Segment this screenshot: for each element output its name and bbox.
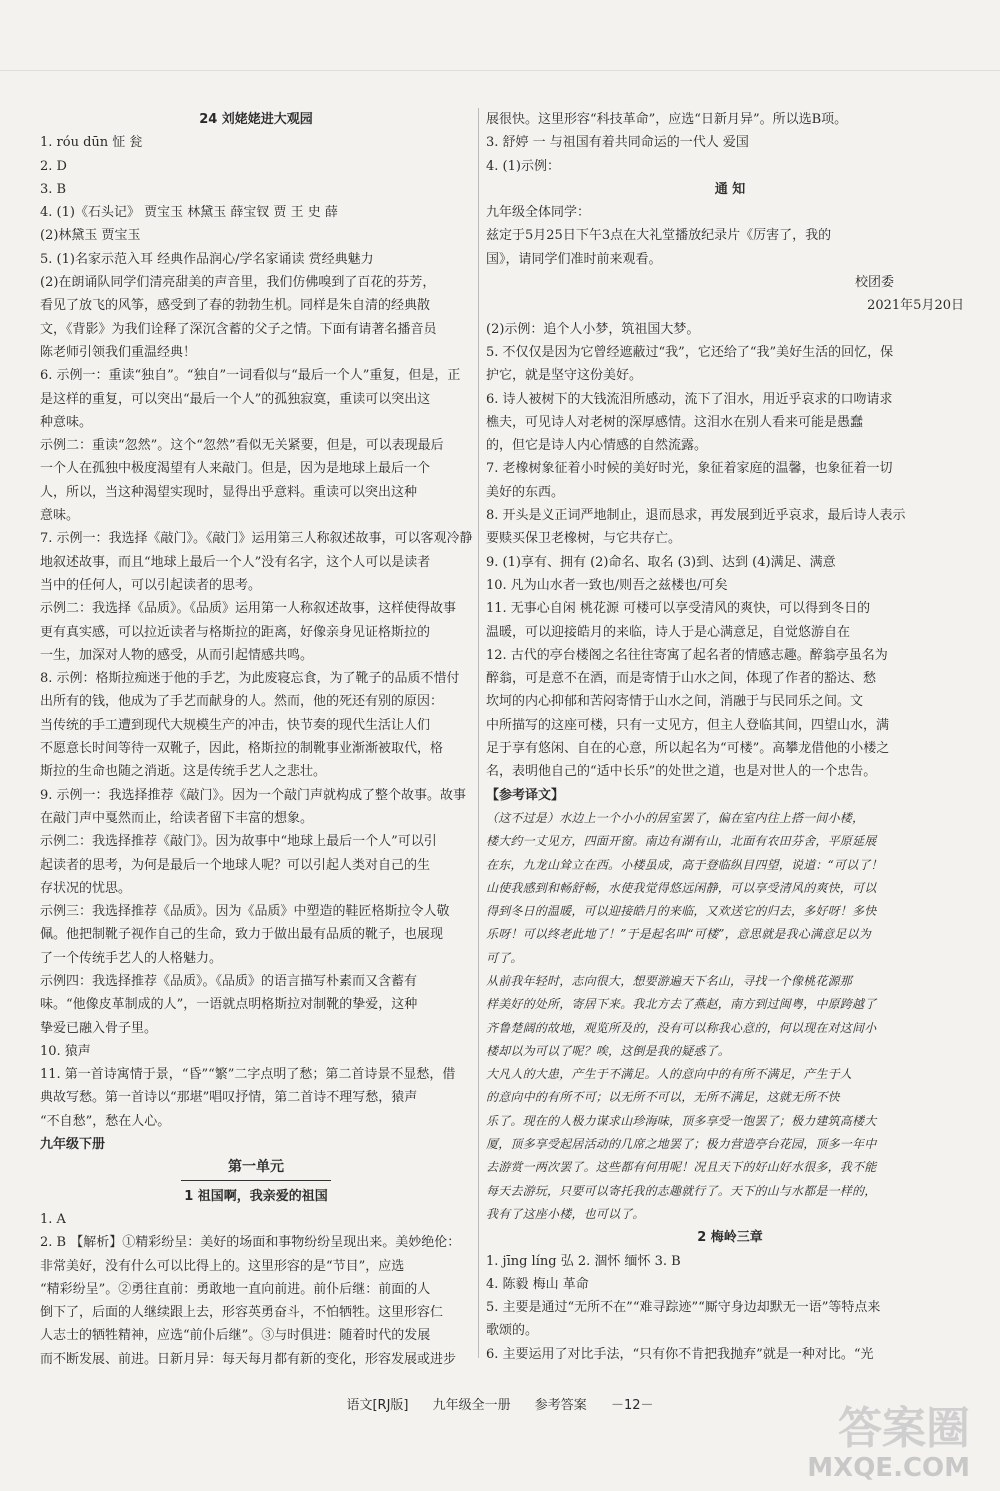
answer-line: 展很快。这里形容“科技革命”，应选“日新月异”。所以选B项。: [486, 112, 848, 127]
watermark-text: 答案圈: [838, 1403, 970, 1454]
answer-line: 1. A: [40, 1211, 66, 1227]
translation-line: 可了。: [486, 950, 523, 965]
unit-title: 第一单元: [228, 1159, 284, 1176]
translation-line: 从前我年轻时，志向很大，想要游遍天下名山，寻找一个像桃花源那: [486, 973, 853, 988]
answer-line: “不自愁”，愁在人心。: [40, 1113, 171, 1129]
section-title: 24 刘姥姥进大观园: [199, 112, 313, 127]
answer-line: 是这样的重复，可以突出“最后一个人”的孤独寂寞，重读可以突出这: [40, 391, 431, 407]
answer-line: 1. róu dūn 怔 瓮: [40, 135, 143, 151]
notice-line: 国》，请同学们准时前来观看。: [486, 251, 662, 267]
answer-line: 歌颂的。: [486, 1323, 539, 1339]
answer-line: 9. (1)享有、拥有 (2)命名、取名 (3)到、达到 (4)满足、满意: [486, 554, 836, 570]
answer-line: 10. 凡为山水者一致也/则吾之兹楼也/可矣: [486, 577, 728, 593]
answer-line: 存状况的忧思。: [40, 880, 132, 896]
translation-line: 楼大约一丈见方，四面开窗。南边有湖有山，北面有农田芬舍，平原延展: [486, 834, 877, 849]
left-answers: [40, 131, 472, 1133]
answer-line: 8. 示例：格斯拉痴迷于他的手艺，为此废寝忘食，为了靴子的品质不惜付: [40, 671, 460, 687]
answer-line: 3. B: [40, 181, 67, 197]
lesson-title: 1 祖国啊，我亲爱的祖国: [184, 1188, 328, 1204]
answer-line: 5. (1)名家示范入耳 经典作品润心/学名家诵读 赏经典魅力: [40, 251, 374, 267]
answer-line: 文，《背影》为我们诠释了深沉含蓄的父子之情。下面有请著名播音员: [40, 321, 437, 337]
answer-line: 11. 无事心自闲 桃花源 可楼可以享受清风的爽快，可以得到冬日的: [486, 601, 871, 617]
answer-line: 佩。他把制靴子视作自己的生命，致力于做出最有品质的靴子，也展现: [40, 927, 444, 943]
translation-line: 大凡人的大患，产生于不满足。人的意向中的有所不满足，产生于人: [486, 1067, 853, 1082]
answer-line: 示例四：我选择推荐《品质》。《品质》的语言描写朴素而又含蓄有: [40, 973, 418, 989]
answer-line: 5. 不仅仅是因为它曾经遮蔽过“我”，它还给了“我”美好生活的回忆，保: [486, 344, 894, 360]
answer-line: 9. 示例一：我选择推荐《敲门》。因为一个敲门声就构成了整个故事。故事: [40, 787, 467, 803]
translation-line: 乐了。现在的人极力谋求山珍海味，顶多享受一饱罢了；极力建筑高楼大: [486, 1113, 877, 1128]
translation-line: 齐鲁楚阔的故地，观览所及的，没有可以称我心意的，何以现在对这间小: [486, 1020, 877, 1035]
answer-line: 4. (1)《石头记》 贾宝玉 林黛玉 薛宝钗 贾 王 史 薛: [40, 205, 338, 221]
translation-line: 每天去游玩，只要可以寄托我的志趣就行了。天下的山与水都是一样的，: [486, 1183, 877, 1198]
answer-line: 醉翁，可是意不在酒，而是寄情于山水之间，体现了作者的豁达、愁: [486, 671, 877, 687]
translation-line: 在东，九龙山耸立在西。小楼虽成，高于登临纵目四望，说道：“可以了！: [486, 857, 883, 872]
answer-line: 不愿意长时间等待一双靴子，因此，格斯拉的制靴事业渐渐被取代，格: [40, 741, 444, 757]
notice-line: 九年级全体同学：: [486, 205, 591, 221]
answer-line: 倒下了，后面的人继续跟上去，形容英勇奋斗，不怕牺牲。这里形容仁: [40, 1305, 444, 1321]
notice-line: 兹定于5月25日下午3点在大礼堂播放纪录片《厉害了，我的: [486, 228, 832, 244]
answer-line: 8. 开头是义正词严地制止，退而恳求，再发展到近乎哀求，最后诗人表示: [486, 508, 906, 524]
answer-line: 11. 第一首诗寓情于景，“昏”“繁”二字点明了愁；第二首诗景不显愁，借: [40, 1067, 456, 1083]
answer-line: 的，但它是诗人内心情感的自然流露。: [486, 438, 708, 454]
answer-line: 2. D: [40, 158, 67, 174]
page-number: －12－: [610, 1398, 654, 1413]
answer-line: 10. 猿声: [40, 1043, 91, 1059]
column-divider: [478, 108, 479, 1358]
answer-line: 7. 示例一：我选择《敲门》。《敲门》运用第三人称叙述故事，可以客观冷静: [40, 531, 473, 547]
answer-line: 示例二：我选择推荐《敲门》。因为故事中“地球上最后一个人”可以引: [40, 834, 437, 850]
answer-line: 在敲门声中戛然而止，给读者留下丰富的想象。: [40, 810, 314, 826]
answer-line: 当中的任何人，可以引起读者的思考。: [40, 577, 262, 593]
notice-title: 通 知: [714, 181, 746, 197]
answer-line: 2. B 【解析】①精彩纷呈：美好的场面和事物纷纷呈现出来。美妙绝伦：: [40, 1235, 461, 1251]
translation-line: （这不过是）水边上一个小小的居室罢了，偏在室内往上搭一间小楼，: [486, 810, 865, 825]
right-column: [486, 108, 974, 1366]
left-column: [40, 108, 472, 1371]
answer-line: 当传统的手工遭到现代大规模生产的冲击，快节奏的现代生活让人们: [40, 717, 431, 733]
answer-line: “精彩纷呈”。②勇往直前：勇敢地一直向前进。前仆后继：前面的人: [40, 1281, 431, 1297]
answer-line: 典故写愁。第一首诗以“那堪”唱叹抒情，第二首诗不理写愁，猿声: [40, 1090, 418, 1106]
answer-line: 4. 陈毅 梅山 革命: [486, 1276, 589, 1292]
answer-line: 5. 主要是通过“无所不在”“难寻踪迹”“厮守身边却默无一语”等特点来: [486, 1300, 881, 1316]
translation-line: 我有了这座小楼，也可以了。: [486, 1206, 645, 1221]
answer-line: 足于享有悠闲、自在的心意，所以起名为“可楼”。高攀龙借他的小楼之: [486, 741, 890, 757]
answer-line: 樵夫，可见诗人对老树的深厚感情。这泪水在别人看来可能是愚蠢: [486, 414, 864, 430]
answer-line: 斯拉的生命也随之消逝。这是传统手艺人之悲壮。: [40, 764, 327, 780]
answer-line: (2)在朗诵队同学们清亮甜美的声音里，我们仿佛嗅到了百花的芬芳，: [40, 275, 436, 291]
answer-line: (2)示例：追个人小梦，筑祖国大梦。: [486, 321, 700, 337]
answer-line: 陈老师引领我们重温经典！: [40, 344, 197, 360]
answer-line: 示例二：重读“忽然”。这个“忽然”看似无关紧要，但是，可以表现最后: [40, 438, 444, 454]
lesson-answers: [40, 1208, 472, 1371]
answer-line: 美好的东西。: [486, 484, 565, 500]
answer-line: 6. 示例一：重读“独自”。“独自”一词看似与“最后一个人”重复，但是，正: [40, 368, 461, 384]
answer-line: 6. 主要运用了对比手法，“只有你不肯把我抛弃”就是一种对比。“光: [486, 1346, 874, 1362]
answer-line: (2)林黛玉 贾宝玉: [40, 228, 141, 244]
answer-line: 地叙述故事，而且“地球上最后一个人”没有名字，这个人可以是读者: [40, 554, 431, 570]
right-answers-mid: [486, 318, 974, 784]
answer-line: 种意味。: [40, 414, 93, 430]
answer-line: 3. 舒婷 一 与祖国有着共同命运的一代人 爱国: [486, 135, 749, 151]
answer-line: 更有真实感，可以拉近读者与格斯拉的距离，好像亲身见证格斯拉的: [40, 624, 431, 640]
reference-translation-heading: 【参考译文】: [486, 787, 565, 803]
answer-line: 示例二：我选择《品质》。《品质》运用第一人称叙述故事，这样使得故事: [40, 601, 457, 617]
answer-line: 味。“他像皮革制成的人”，一语就点明格斯拉对制靴的挚爱，这种: [40, 997, 418, 1013]
translation-line: 样美好的处所，寄居下来。我北方去了燕赵，南方到过闽粤，中原跨越了: [486, 997, 877, 1012]
answer-line: 一生，加深对人物的感受，从而引起情感共鸣。: [40, 647, 314, 663]
answer-line: 人，所以，当这种渴望实现时，显得出乎意料。重读可以突出这种: [40, 484, 418, 500]
answer-line: 挚爱已融入骨子里。: [40, 1020, 158, 1036]
unit-heading-wrap: [181, 1156, 331, 1180]
answer-line: 中所描写的这座可楼，只有一丈见方，但主人登临其间，四望山水，满: [486, 717, 890, 733]
watermark-logo: [807, 1405, 970, 1483]
translation-line: 楼却以为可以了呢？唉，这倒是我的疑惑了。: [486, 1043, 731, 1058]
answer-line: 6. 诗人被树下的大钱流泪所感动，流下了泪水，用近乎哀求的口吻请求: [486, 391, 893, 407]
answer-line: 而不断发展、前进。日新月异：每天每月都有新的变化，形容发展或进步: [40, 1351, 457, 1367]
answer-line: 12. 古代的亭台楼阁之名往往寄寓了起名者的情感志趣。醉翁亭虽名为: [486, 647, 888, 663]
notice-date: 2021年5月20日: [867, 298, 964, 314]
footer-label: 参考答案: [534, 1398, 587, 1413]
translation-line: 得到冬日的温暖，可以迎接皓月的来临，又欢送它的归去，多好呀！多快: [486, 904, 877, 919]
right-answers-top: [486, 108, 974, 178]
translation-line: 山使我感到和畅舒畅，水使我觉得悠远闲静，可以享受清风的爽快，可以: [486, 880, 877, 895]
answer-line: 4. (1)示例：: [486, 158, 560, 174]
notice-sign: 校团委: [854, 275, 894, 291]
watermark-url: MXQE.COM: [807, 1453, 970, 1483]
answer-line: 7. 老橡树象征着小时候的美好时光，象征着家庭的温馨，也象征着一切: [486, 461, 893, 477]
answer-line: 一个人在孤独中极度渴望有人来敲门。但是，因为是地球上最后一个: [40, 461, 431, 477]
answer-line: 温暖，可以迎接皓月的来临，诗人于是心满意足，自觉悠游自在: [486, 624, 851, 640]
answer-line: 非常美好，没有什么可以比得上的。这里形容的是“节目”，应选: [40, 1258, 405, 1274]
answer-line: 了一个传统手艺人的人格魅力。: [40, 950, 223, 966]
answer-line: 要赎买保卫老橡树，与它共存亡。: [486, 531, 682, 547]
answer-line: 1. jīng líng 弘 2. 涸怀 缅怀 3. B: [486, 1253, 681, 1269]
notice-body: [486, 201, 974, 271]
footer-subject: 语文[RJ版]: [346, 1398, 409, 1413]
footer-grade: 九年级全一册: [432, 1398, 511, 1413]
answer-line: 看见了放飞的风筝，感受到了春的勃勃生机。同样是朱自清的经典散: [40, 298, 431, 314]
translation-line: 去游赏一两次罢了。这些都有何用呢！况且天下的好山好水很多，我不能: [486, 1160, 877, 1175]
answer-line: 护它，就是坚守这份美好。: [486, 368, 643, 384]
answer-line: 人志士的牺牲精神，应选“前仆后继”。③与时俱进：随着时代的发展: [40, 1328, 431, 1344]
grade-heading: 九年级下册: [40, 1137, 106, 1153]
lesson2-title: 2 梅岭三章: [697, 1230, 763, 1246]
reference-translation: [486, 807, 974, 1226]
translation-line: 乐呀！可以终老此地了！”于是起名叫“可楼”，意思就是我心满意足以为: [486, 927, 872, 942]
answer-line: 坎坷的内心抑郁和苦闷寄情于山水之间，消融于与民同乐之间。文: [486, 694, 864, 710]
lesson2-answers: [486, 1250, 974, 1366]
translation-line: 厦，顶多享受起居活动的几席之地罢了；极力营造亭台花园，顶多一年中: [486, 1137, 877, 1152]
answer-line: 起读者的思考，为何是最后一个地球人呢？可以引起人类对自己的生: [40, 857, 431, 873]
answer-line: 意味。: [40, 508, 80, 524]
answer-line: 出所有的钱，他成为了手艺而献身的人。然而，他的死还有别的原因：: [40, 694, 444, 710]
translation-line: 的意向中的有所不可；以无所不可以，无所不满足，这就无所不快: [486, 1090, 840, 1105]
answer-line: 名，表明他自己的“适中长乐”的处世之道，也是对世人的一个忠告。: [486, 764, 877, 780]
top-rule: [0, 70, 1000, 71]
answer-line: 示例三：我选择推荐《品质》。因为《品质》中塑造的鞋匠格斯拉令人敬: [40, 904, 450, 920]
